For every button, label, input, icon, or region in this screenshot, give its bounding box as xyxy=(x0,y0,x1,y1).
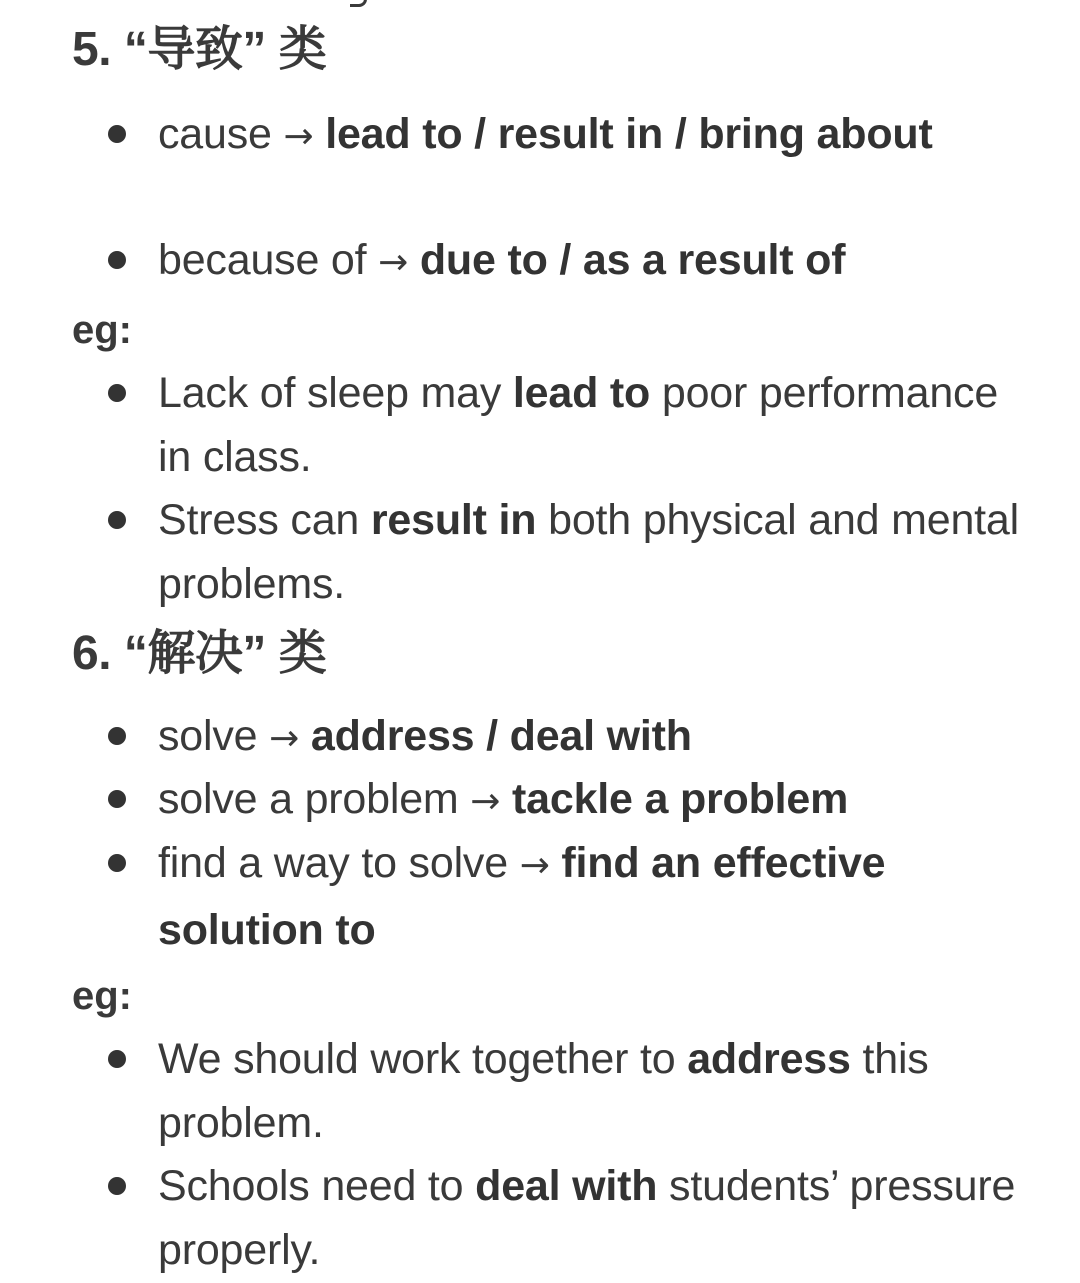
arrow-icon: → xyxy=(470,781,501,822)
bullet-dot xyxy=(108,1050,126,1068)
synonym-item-find-a-way: find a way to solve → find an effective solution to xyxy=(158,839,886,954)
arrow-icon: → xyxy=(519,845,550,886)
synonym-item-solve: solve → address / deal with xyxy=(158,712,692,760)
section-5-title: 5. “导致” 类 xyxy=(72,23,327,76)
eg-label: eg: xyxy=(72,974,132,1018)
bullet-dot xyxy=(108,790,126,808)
clipped-glyph xyxy=(350,0,367,7)
bullet-dot xyxy=(108,1177,126,1195)
example-sentence: Stress can result in both physical and mental problems. xyxy=(158,496,1019,608)
bullet-dot xyxy=(108,511,126,529)
eg-label: eg: xyxy=(72,308,132,352)
arrow-icon: → xyxy=(269,718,300,759)
bullet-dot xyxy=(108,854,126,872)
bullet-dot xyxy=(108,251,126,269)
bullet-dot xyxy=(108,125,126,143)
arrow-icon: → xyxy=(283,116,314,157)
example-sentence: Lack of sleep may lead to poor performance in class. xyxy=(158,369,999,481)
synonym-item-solve-a-problem: solve a problem → tackle a problem xyxy=(158,775,849,823)
bullet-dot xyxy=(108,727,126,745)
section-6-title: 6. “解决” 类 xyxy=(72,627,327,680)
synonym-item-because-of: because of → due to / as a result of xyxy=(158,236,846,284)
bullet-dot xyxy=(108,384,126,402)
arrow-icon: → xyxy=(378,242,409,283)
example-sentence: Schools need to deal with students’ pressure properly. xyxy=(158,1162,1016,1274)
synonym-item-cause: cause → lead to / result in / bring about xyxy=(158,110,933,158)
example-sentence: We should work together to address this problem. xyxy=(158,1035,929,1147)
